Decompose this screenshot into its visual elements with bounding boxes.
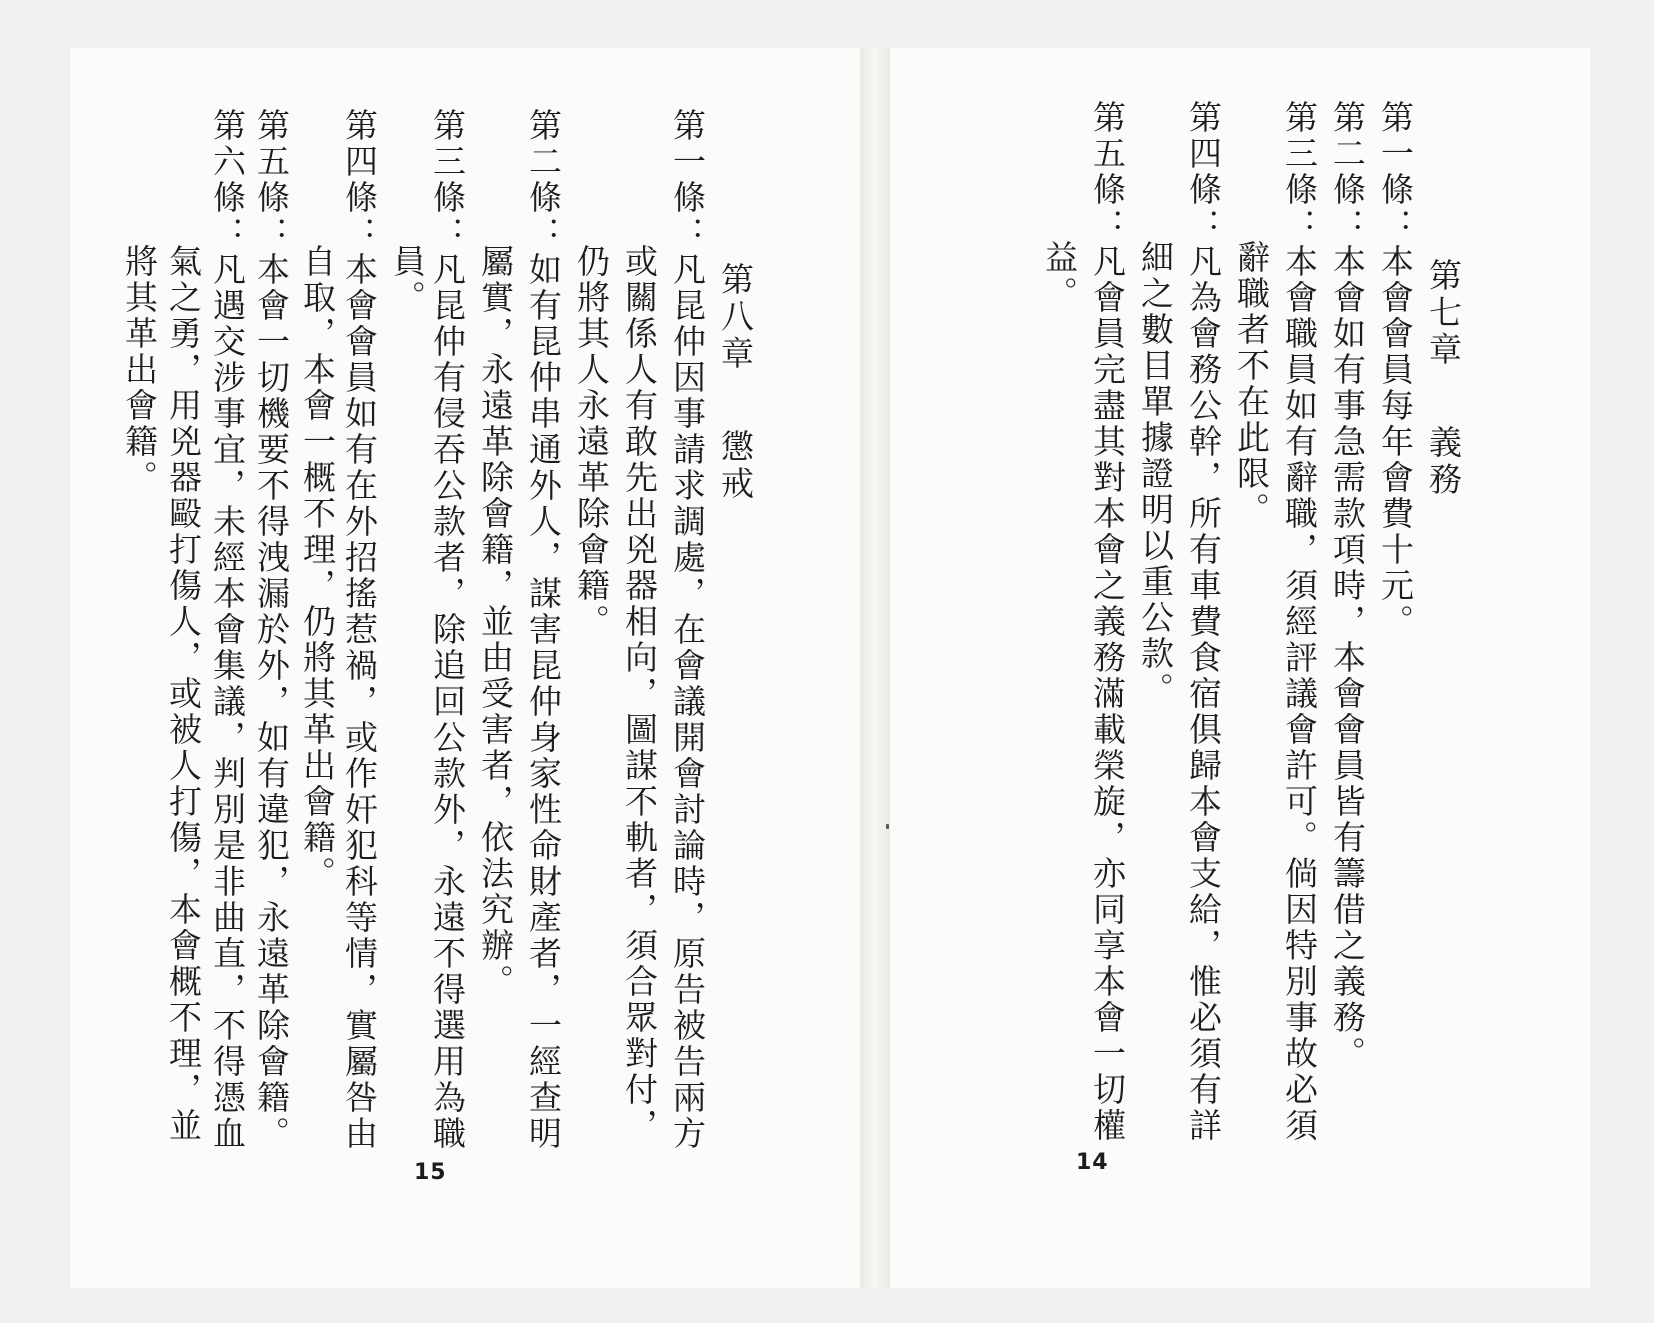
ch7-article-5 <box>1084 100 1130 1144</box>
chapter-8-heading <box>712 262 758 503</box>
ch8-article-5 <box>248 108 294 1152</box>
ch7-article-1-label: 第一條 <box>1376 100 1415 208</box>
ch8-article-5-text: ：本會一切機要不得洩漏於外，如有違犯，永遠革除會籍。 <box>252 216 291 1152</box>
ch8-article-6-text: ：凡遇交涉事宜，未經本會集議，判別是非曲直，不得憑血 <box>208 216 247 1152</box>
chapter-8-number: 第八章 <box>716 262 755 373</box>
ch7-article-3-text: ：本會職員如有辭職，須經評議會許可。倘因特別事故必須 <box>1280 208 1319 1144</box>
chapter-7-heading <box>1420 258 1466 499</box>
chapter-7-number: 第七章 <box>1424 258 1463 369</box>
ch7-article-2 <box>1324 100 1370 1072</box>
ch7-article-4 <box>1180 100 1226 1144</box>
ch7-article-5-text: ：凡會員完盡其對本會之義務滿載榮旋，亦同享本會一切權 <box>1088 208 1127 1144</box>
ch7-article-3 <box>1276 100 1322 1144</box>
ch8-article-4-label: 第四條 <box>340 108 379 216</box>
ch8-article-1-continuation-2: 仍將其人永遠革除會籍。 <box>572 244 611 640</box>
ch7-article-4-text: ：凡為會務公幹，所有車費食宿俱歸本會支給，惟必須有詳 <box>1184 208 1223 1144</box>
page-number-15: 15 <box>414 1160 447 1185</box>
ch8-article-6-continuation-1: 氣之勇，用兇器毆打傷人，或被人打傷，本會概不理，並 <box>164 244 203 1144</box>
page-14 <box>890 48 1590 1288</box>
ch8-article-1-label: 第一條 <box>668 108 707 216</box>
ch7-article-4-continuation: 細之數目單據證明以重公款。 <box>1136 240 1175 708</box>
ch7-article-2-text: ：本會如有事急需款項時，本會會員皆有籌借之義務。 <box>1328 208 1367 1072</box>
ch7-article-4-label: 第四條 <box>1184 100 1223 208</box>
chapter-8-name: 懲戒 <box>716 429 755 503</box>
scan-speck <box>886 824 889 829</box>
ch8-article-3-label: 第三條 <box>428 108 467 216</box>
ch7-article-5-label: 第五條 <box>1088 100 1127 208</box>
ch8-article-3 <box>424 108 470 1152</box>
ch8-article-3-text: ：凡昆仲有侵吞公款者，除追回公款外，永遠不得選用為職 <box>428 216 467 1152</box>
page-number-14: 14 <box>1076 1150 1109 1175</box>
ch8-article-2-label: 第二條 <box>524 108 563 216</box>
ch7-article-5-continuation: 益。 <box>1040 240 1079 312</box>
ch8-article-6-label: 第六條 <box>208 108 247 216</box>
ch8-article-2-continuation: 屬實，永遠革除會籍，並由受害者，依法究辦。 <box>476 244 515 1000</box>
ch8-article-4-continuation: 自取，本會一概不理，仍將其革出會籍。 <box>298 244 337 892</box>
ch7-article-3-label: 第三條 <box>1280 100 1319 208</box>
book-gutter <box>860 48 890 1288</box>
ch8-article-6-continuation-2: 將其革出會籍。 <box>120 244 159 496</box>
ch7-article-2-label: 第二條 <box>1328 100 1367 208</box>
ch7-article-1-text: ：本會會員每年會費十元。 <box>1376 208 1415 640</box>
ch8-article-4 <box>336 108 382 1152</box>
ch8-article-4-text: ：本會會員如有在外招搖惹禍，或作奸犯科等情，實屬咎由 <box>340 216 379 1152</box>
ch8-article-1 <box>664 108 710 1152</box>
ch8-article-6 <box>204 108 250 1152</box>
ch8-article-2-text: ：如有昆仲串通外人，謀害昆仲身家性命財產者，一經查明 <box>524 216 563 1152</box>
ch8-article-1-continuation-1: 或關係人有敢先出兇器相向，圖謀不軌者，須合眾對付， <box>620 244 659 1144</box>
ch8-article-3-continuation: 員。 <box>388 244 427 316</box>
ch7-article-1 <box>1372 100 1418 640</box>
chapter-7-name: 義務 <box>1424 425 1463 499</box>
ch8-article-5-label: 第五條 <box>252 108 291 216</box>
ch7-article-3-continuation: 辭職者不在此限。 <box>1232 240 1271 528</box>
ch8-article-1-text: ：凡昆仲因事請求調處，在會議開會討論時，原告被告兩方 <box>668 216 707 1152</box>
ch8-article-2 <box>520 108 566 1152</box>
